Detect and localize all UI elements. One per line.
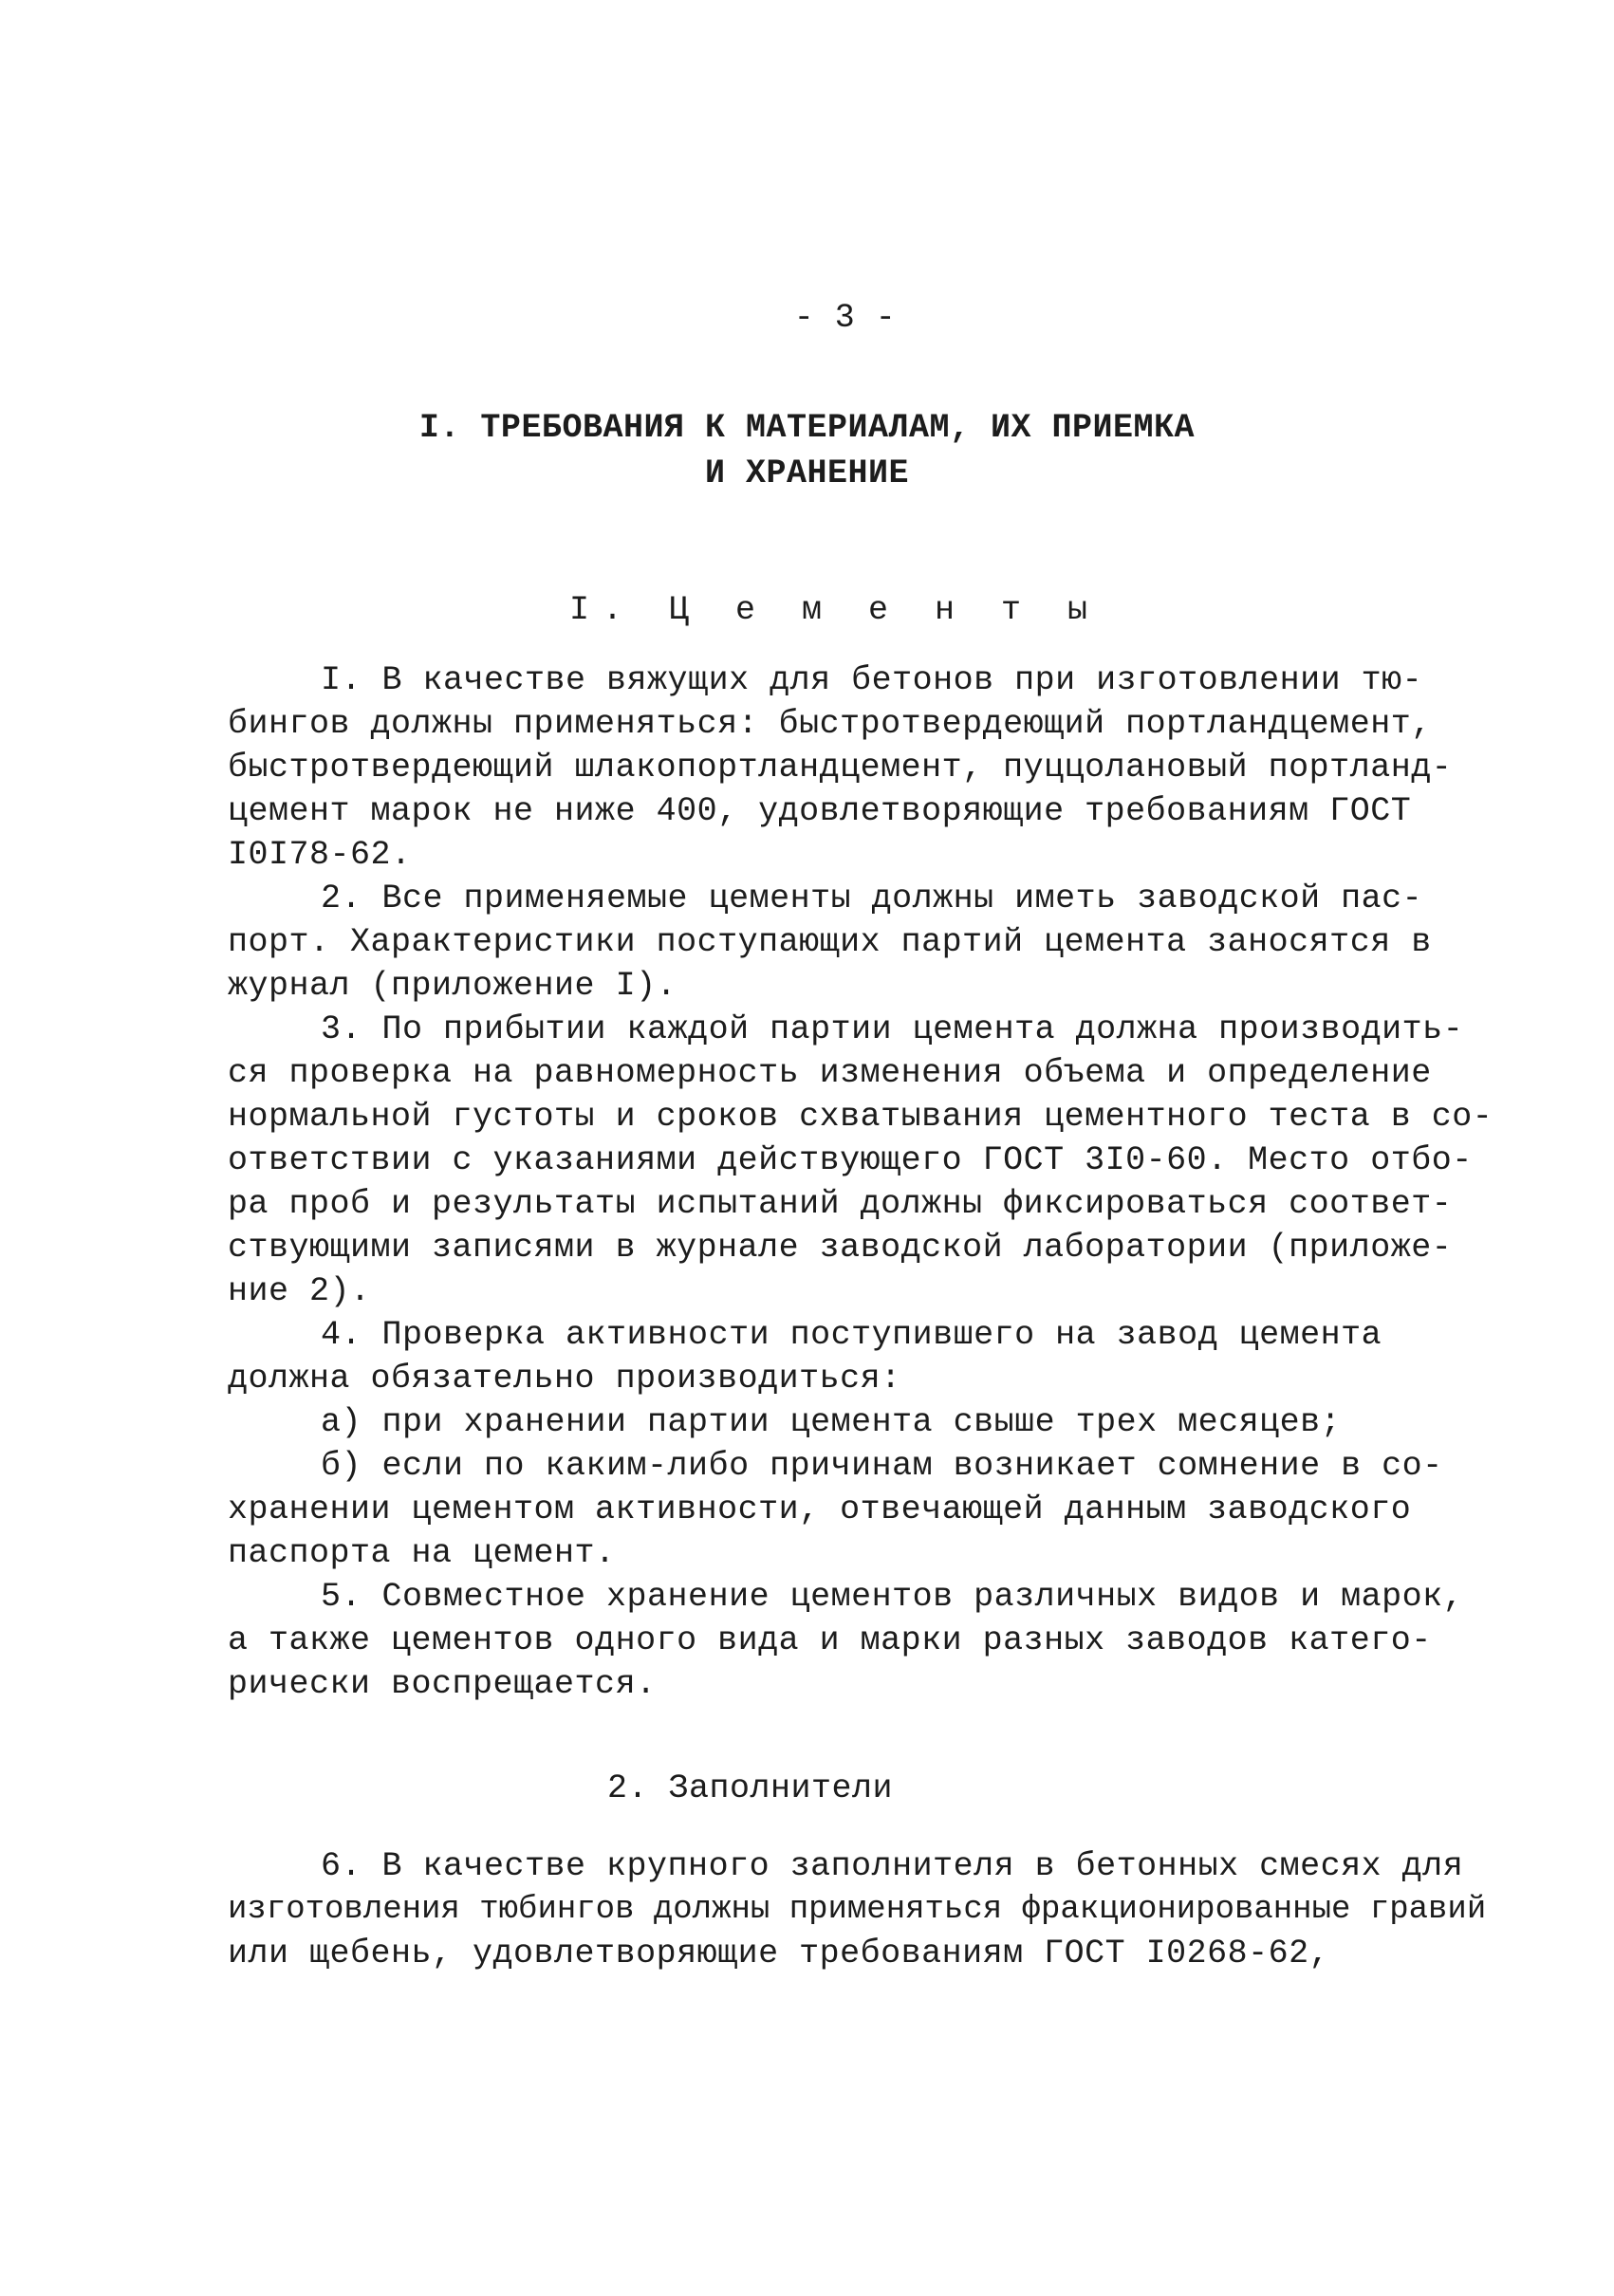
subsection-heading-cements: I. Ц е м е н т ы [569,591,1102,629]
paragraph-line: I0I78-62. [228,836,412,874]
paragraph-line: а) при хранении партии цемента свыше трех месяцев; [321,1403,1342,1441]
section-title-line-2: И ХРАНЕНИЕ [704,454,910,492]
paragraph-line: 2. Все применяемые цементы должны иметь заводской пас- [321,880,1423,917]
paragraph-line: нормальной густоты и сроков схватывания цементного теста в со- [228,1098,1493,1136]
page-number: - 3 - [793,299,897,337]
section-title-line-1: I. ТРЕБОВАНИЯ К МАТЕРИАЛАМ, ИХ ПРИЕМКА [418,409,1196,447]
paragraph-line: порт. Характеристики поступающих партий цемента заносятся в [228,923,1432,961]
paragraph-line: 5. Совместное хранение цементов различных видов и марок, [321,1578,1464,1616]
paragraph-line: изготовления тюбингов должны применяться фракционированные гравий [228,1892,1487,1928]
paragraph-line: цемент марок не ниже 400, удовлетворяющие требованиям ГОСТ [228,792,1412,830]
paragraph-line: хранении цементом активности, отвечающей данным заводского [228,1491,1412,1528]
paragraph-line: рически воспрещается. [228,1665,657,1703]
paragraph-line: быстротвердеющий шлакопортландцемент, пуццолановый портланд- [228,749,1453,787]
paragraph-line: бингов должны применяться: быстротвердеющий портландцемент, [228,705,1432,743]
paragraph-line: 6. В качестве крупного заполнителя в бетонных смесях для [321,1847,1464,1885]
paragraph-line: журнал (приложение I). [228,967,677,1005]
paragraph-line: I. В качестве вяжущих для бетонов при изготовлении тю- [321,661,1423,699]
paragraph-line: паспорта на цемент. [228,1534,616,1572]
paragraph-line: ответствии с указаниями действующего ГОСТ 3I0-60. Место отбо- [228,1141,1473,1179]
paragraph-line: 3. По прибытии каждой партии цемента должна производить- [321,1010,1464,1048]
paragraph-line: б) если по каким-либо причинам возникает сомнение в со- [321,1447,1443,1485]
paragraph-line: ра проб и результаты испытаний должны фиксироваться соответ- [228,1185,1453,1223]
paragraph-line: а также цементов одного вида и марки разных заводов катего- [228,1621,1432,1659]
paragraph-line: 4. Проверка активности поступившего на завод цемента [321,1316,1382,1354]
subsection-heading-aggregates: 2. Заполнители [607,1769,894,1807]
paragraph-line: ся проверка на равномерность изменения объема и определение [228,1054,1432,1092]
paragraph-line: или щебень, удовлетворяющие требованиям ГОСТ I0268-62, [228,1935,1330,1972]
paragraph-line: должна обязательно производиться: [228,1360,901,1398]
paragraph-line: ствующими записями в журнале заводской лаборатории (приложе- [228,1229,1453,1267]
paragraph-line: ние 2). [228,1272,371,1310]
